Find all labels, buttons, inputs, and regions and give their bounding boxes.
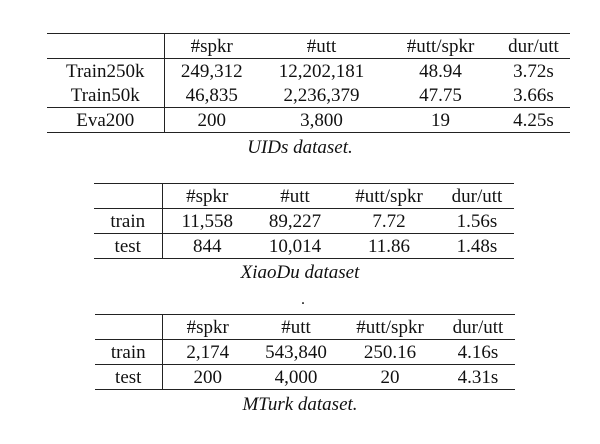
row-label: train	[95, 340, 162, 365]
table-cell: 12,202,181	[259, 59, 384, 84]
header-cell	[94, 184, 162, 209]
table-cell: 10,014	[252, 234, 338, 259]
header-cell: dur/utt	[497, 34, 570, 59]
table-row	[47, 108, 570, 133]
table-cell: 4.31s	[441, 365, 515, 390]
table-cell: 1.48s	[440, 234, 514, 259]
row-label: Train50k	[47, 83, 164, 108]
table-cell: 543,840	[253, 340, 339, 365]
table-header-row	[47, 34, 570, 59]
header-cell: #spkr	[164, 34, 259, 59]
row-label: Train250k	[47, 59, 164, 84]
table-cell: 2,236,379	[283, 84, 360, 106]
header-cell: #utt	[259, 34, 384, 59]
table-cell: 11,558	[162, 209, 252, 234]
table-caption: UIDs dataset.	[247, 137, 353, 158]
table-cell: 2,174	[162, 340, 253, 365]
header-cell: dur/utt	[441, 315, 515, 340]
table-cell: 11.86	[338, 234, 440, 259]
row-label: Eva200	[47, 108, 164, 133]
uids-table	[47, 33, 570, 133]
table-cell: 3.66s	[513, 84, 554, 106]
table-cell: 7.72	[338, 209, 440, 234]
table-header-row	[94, 184, 514, 209]
table-cell: 19	[384, 108, 497, 133]
table-row	[95, 365, 515, 390]
header-cell	[47, 34, 164, 59]
row-label: test	[95, 365, 162, 390]
table-row	[47, 59, 570, 84]
table-cell: 4.25s	[497, 108, 570, 133]
table-row	[95, 340, 515, 365]
header-cell: #spkr	[162, 184, 252, 209]
xiaodu-table	[94, 183, 514, 259]
table-cell: 89,227	[252, 209, 338, 234]
header-cell: #utt/spkr	[384, 34, 497, 59]
table-cell: 4.16s	[441, 340, 515, 365]
table-cell: 1.56s	[440, 209, 514, 234]
table-header-row	[95, 315, 515, 340]
header-cell: #utt/spkr	[339, 315, 441, 340]
row-label: train	[94, 209, 162, 234]
header-cell: #utt	[253, 315, 339, 340]
header-cell: #utt/spkr	[338, 184, 440, 209]
table-cell: 250.16	[339, 340, 441, 365]
table-caption: XiaoDu dataset	[240, 262, 360, 283]
mturk-table	[95, 314, 515, 390]
separator-dot: .	[301, 291, 305, 308]
table-row	[94, 234, 514, 259]
table-cell: 200	[162, 365, 253, 390]
table-cell: 47.75	[419, 84, 462, 106]
table-cell: 844	[162, 234, 252, 259]
table-cell: 249,312	[164, 59, 259, 84]
header-cell: #utt	[252, 184, 338, 209]
header-cell: dur/utt	[440, 184, 514, 209]
table-cell: 3.72s	[497, 59, 570, 84]
table-cell: 4,000	[253, 365, 339, 390]
table-row	[47, 83, 570, 108]
table-cell: 46,835	[185, 84, 238, 106]
table-caption: MTurk dataset.	[242, 394, 358, 415]
row-label: test	[94, 234, 162, 259]
table-cell: 20	[339, 365, 441, 390]
header-cell: #spkr	[162, 315, 253, 340]
table-row	[94, 209, 514, 234]
table-cell: 48.94	[384, 59, 497, 84]
table-cell: 3,800	[259, 108, 384, 133]
table-cell: 200	[164, 108, 259, 133]
header-cell	[95, 315, 162, 340]
